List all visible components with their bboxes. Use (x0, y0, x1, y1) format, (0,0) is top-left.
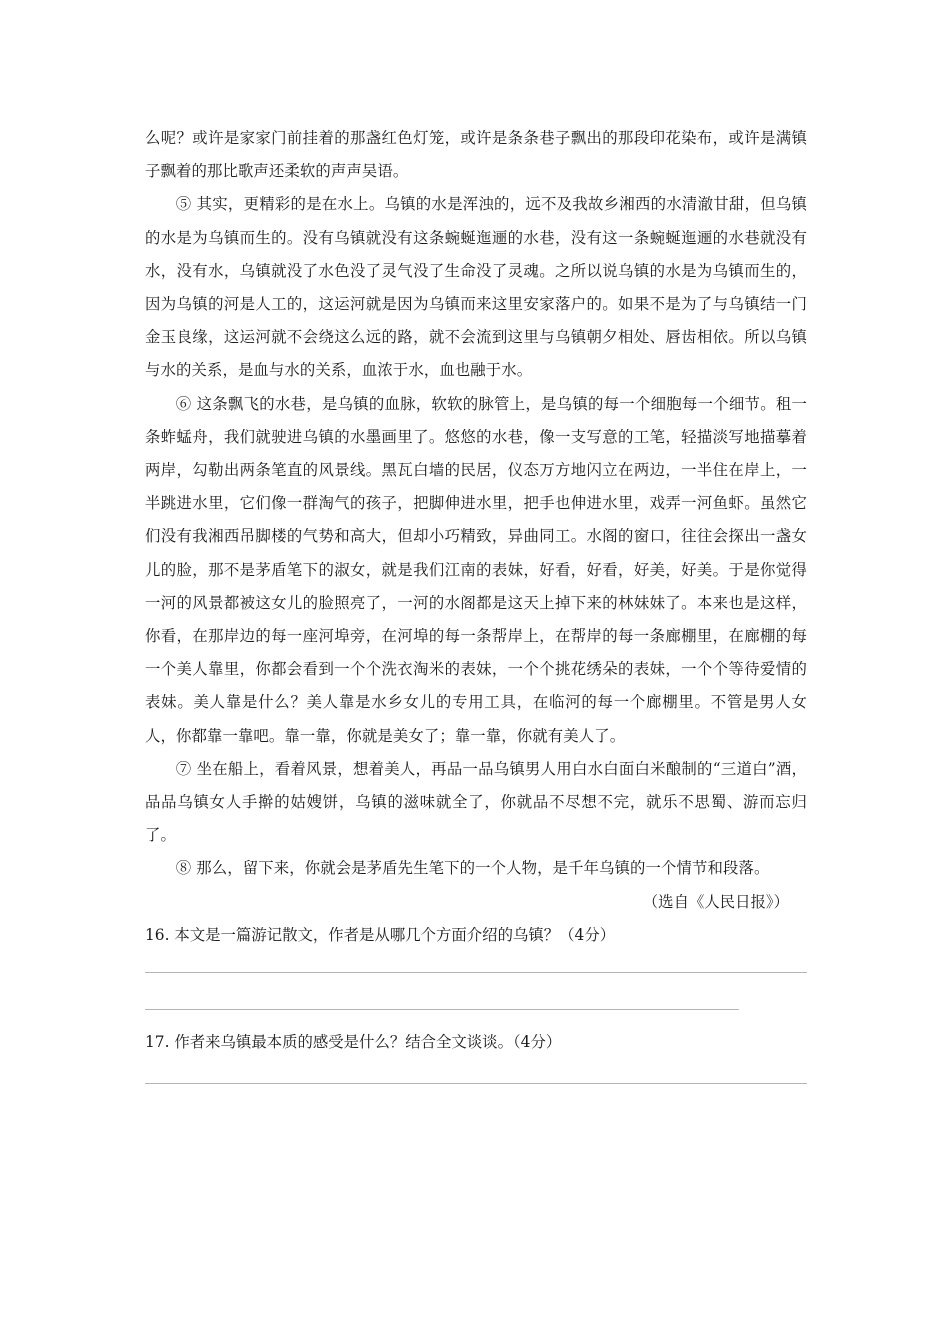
question-17: 17. 作者来乌镇最本质的感受是什么？结合全文谈谈。（4分） (145, 1032, 562, 1051)
paragraph-5: ⑤ 其实，更精彩的是在水上。乌镇的水是浑浊的，远不及我故乡湘西的水清澈甘甜，但乌镇的水是为乌镇而生的。没有乌镇就没有这条蜿蜒迤逦的水巷，没有这一条蜿蜒迤逦的水巷就没有水，没有水，乌镇就没了水色没了灵气没了生命没了灵魂。之所以说乌镇的水是为乌镇而生的，因为乌镇的河是人工的，这运河就是因为乌镇而来这里安家落户的。如果不是为了与乌镇结一门金玉良缘，这运河就不会绕这么远的路，就不会流到这里与乌镇朝夕相处、唇齿相依。所以乌镇与水的关系，是血与水的关系，血浓于水，血也融于水。 (145, 195, 807, 380)
document-content (145, 122, 807, 1084)
answer-line[interactable] (145, 1009, 739, 1010)
paragraph-8: ⑧ 那么，留下来，你就会是茅盾先生笔下的一个人物，是千年乌镇的一个情节和段落。 (175, 859, 770, 878)
answer-line[interactable] (145, 972, 807, 973)
paragraph-7: ⑦ 坐在船上，看着风景，想着美人，再品一品乌镇男人用白水白面白米酿制的“三道白”酒，品品乌镇女人手擀的姑嫂饼，乌镇的滋味就全了，你就品不尽想不完，就乐不思蜀、游而忘归了。 (145, 759, 807, 845)
source-citation: （选自《人民日报》） (642, 892, 789, 911)
question-16: 16. 本文是一篇游记散文，作者是从哪几个方面介绍的乌镇？（4分） (145, 925, 616, 944)
paragraph-continued: 么呢？或许是家家门前挂着的那盏红色灯笼，或许是条条巷子飘出的那段印花染布，或许是满镇子飘着的那比歌声还柔软的声声吴语。 (145, 129, 807, 181)
answer-line[interactable] (145, 1083, 807, 1084)
paragraph-6: ⑥ 这条飘飞的水巷，是乌镇的血脉，软软的脉管上，是乌镇的每一个细胞每一个细节。租一条蚱蜢舟，我们就驶进乌镇的水墨画里了。悠悠的水巷，像一支写意的工笔，轻描淡写地描摹着两岸，勾勒出两条笔直的风景线。黑瓦白墙的民居，仪态万方地闪立在两边，一半住在岸上，一半跳进水里，它们像一群淘气的孩子，把脚伸进水里，把手也伸进水里，戏弄一河鱼虾。虽然它们没有我湘西吊脚楼的气势和高大，但却小巧精致，异曲同工。水阁的窗口，往往会探出一盏女儿的脸，那不是茅盾笔下的淑女，就是我们江南的表妹，好看，好看，好美，好美。于是你觉得一河的风景都被这女儿的脸照亮了，一河的水阁都是这天上掉下来的林妹妹了。本来也是这样，你看，在那岸边的每一座河埠旁，在河埠的每一条帮岸上，在帮岸的每一条廊棚里，在廊棚的每一个美人靠里，你都会看到一个个洗衣淘米的表妹，一个个挑花绣朵的表妹，一个个等待爱情的表妹。美人靠是什么？美人靠是水乡女儿的专用工具，在临河的每一个廊棚里。不管是男人女人，你都靠一靠吧。靠一靠，你就是美女了；靠一靠，你就有美人了。 (145, 394, 807, 745)
article-body (145, 122, 807, 886)
